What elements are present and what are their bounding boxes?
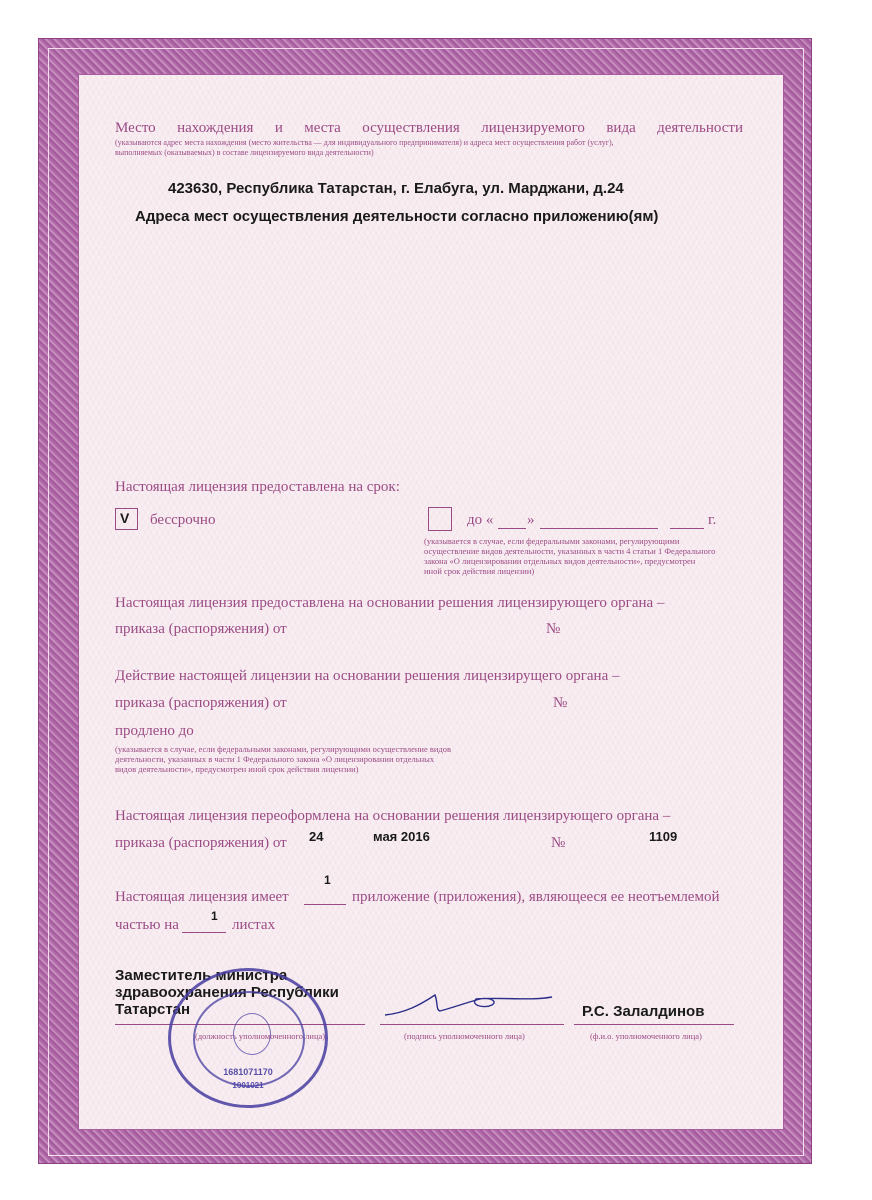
until-day-line (498, 528, 526, 529)
extension-note-line2: деятельности, указанных в части 1 Федерального закона «О лицензировании отдельных (115, 754, 435, 764)
reissue-order-label: приказа (распоряжения) от (115, 835, 287, 851)
name-line (574, 1024, 734, 1025)
location-heading: Место нахождения и места осуществления лицензируемого вида деятельности (115, 120, 743, 136)
term-note-line4: иной срок действия лицензии) (424, 566, 535, 576)
extension-heading: Действие настоящей лицензии на основании решения лицензирущего органа – (115, 668, 620, 684)
until-close-quote: » (527, 512, 535, 528)
position-line3: Татарстан (115, 1001, 191, 1018)
official-name: Р.С. Залалдинов (582, 1003, 705, 1020)
reissue-month-year: мая 2016 (373, 829, 430, 844)
appendix-has-label: Настоящая лицензия имеет (115, 889, 289, 905)
checkbox-mark: V (120, 510, 130, 526)
official-seal (168, 968, 328, 1108)
extension-note (115, 744, 535, 774)
signature-note: (подпись уполномоченного лица) (404, 1031, 525, 1041)
location-note (115, 138, 755, 158)
extension-note-line1: (указывается в случае, если федеральными законами, регулирующими осуществление видов (115, 744, 452, 754)
year-suffix: г. (708, 512, 717, 528)
reissue-heading: Настоящая лицензия переоформлена на основании решения лицензирующего органа – (115, 808, 671, 824)
seal-emblem-icon (233, 1013, 271, 1055)
reissue-number-label: № (551, 835, 566, 851)
location-note-line2: выполняемых (оказываемых) в составе лицензируемого вида деятельности) (115, 148, 374, 157)
position-line1: Заместитель министра (115, 967, 288, 984)
appendix-part-label: частью на (115, 917, 179, 933)
address: 423630, Республика Татарстан, г. Елабуга, ул. Марджани, д.24 (168, 180, 624, 197)
extension-note-line3: видов деятельности», предусмотрен иной срок действия лицензии) (115, 764, 359, 774)
appendix-sheets: 1 (211, 909, 218, 923)
unlimited-label: бессрочно (150, 512, 216, 528)
appendix-sheets-line (182, 932, 226, 933)
term-note-line3: закона «О лицензировании отдельных видов деятельности», предусмотрен (424, 556, 696, 566)
appendix-sheets-label: листах (232, 917, 276, 933)
term-note (424, 536, 754, 576)
basis-heading: Настоящая лицензия предоставлена на основании решения лицензирующего органа – (115, 595, 665, 611)
extension-number-label: № (553, 695, 568, 711)
seal-code: 1001021 (232, 1081, 264, 1090)
until-year-line (670, 528, 704, 529)
name-note: (ф.и.о. уполномоченного лица) (590, 1031, 702, 1041)
handwritten-signature (380, 985, 560, 1025)
signature-line (380, 1024, 564, 1025)
term-heading: Настоящая лицензия предоставлена на срок: (115, 479, 400, 495)
until-label: до « (467, 512, 494, 528)
until-checkbox (428, 507, 452, 531)
term-note-line2: осуществление видов деятельности, указанных в части 4 статьи 1 Федерального (424, 546, 716, 556)
extended-until-label: продлено до (115, 723, 194, 739)
basis-number-label: № (546, 621, 561, 637)
reissue-day: 24 (309, 829, 324, 844)
location-note-line1: (указываются адрес места нахождения (место жительства — для индивидуального предпринимателя) и адреса мест осуществления работ (услуг), (115, 138, 614, 147)
position-line2: здравоохранения Республики (115, 984, 339, 1001)
term-note-line1: (указывается в случае, если федеральными законами, регулирующими (424, 536, 680, 546)
appendix-count: 1 (324, 873, 331, 887)
appendix-label: приложение (приложения), являющееся ее неотъемлемой (352, 889, 720, 905)
reissue-number: 1109 (649, 829, 678, 844)
extension-order-label: приказа (распоряжения) от (115, 695, 287, 711)
position-note: (должность уполномоченного лица) (195, 1031, 326, 1041)
basis-order-label: приказа (распоряжения) от (115, 621, 287, 637)
appendix-count-line (304, 904, 346, 905)
until-month-line (540, 528, 658, 529)
seal-number: 1681071170 (223, 1067, 273, 1077)
activity-places: Адреса мест осуществления деятельности согласно приложению(ям) (135, 208, 659, 225)
